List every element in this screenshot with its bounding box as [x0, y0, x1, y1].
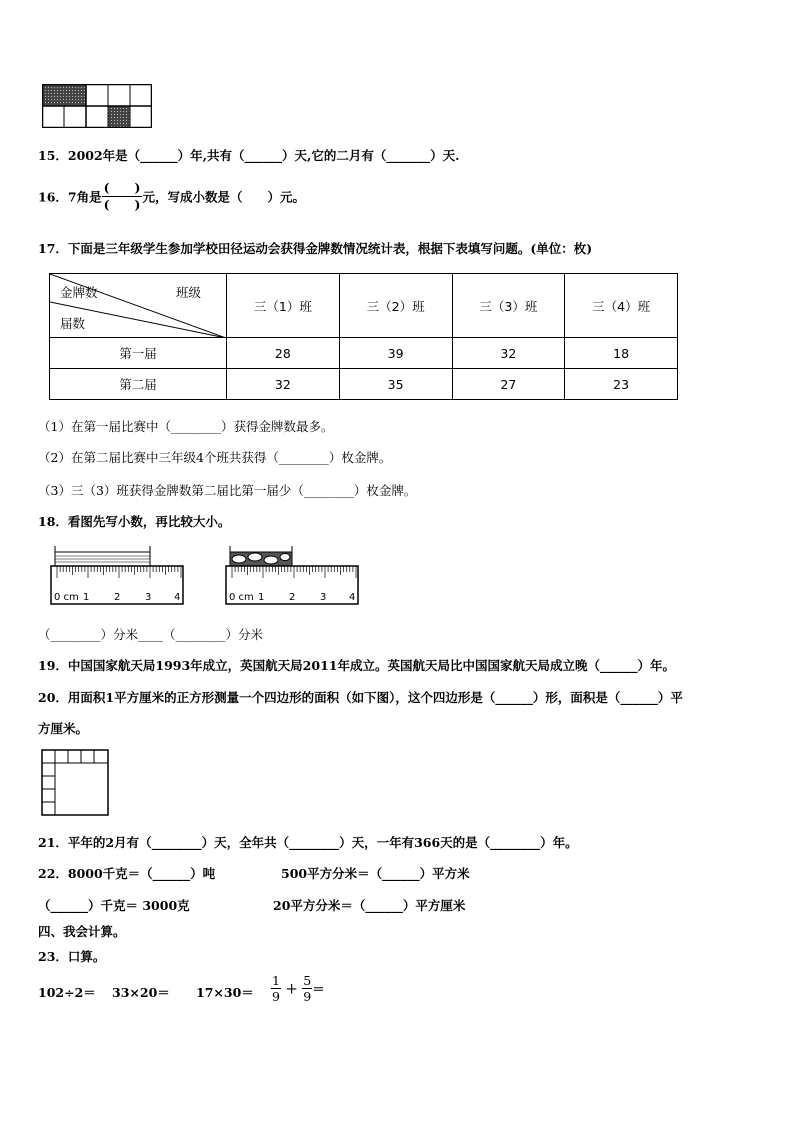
section-4-heading: 四、我会计算。: [38, 924, 126, 939]
q23-item-2: 33×20＝: [112, 985, 170, 1000]
question-23: 23．口算。: [38, 949, 106, 964]
plus-sign: +: [285, 979, 298, 998]
question-22-a: 22．8000千克＝（______）吨: [38, 866, 216, 881]
fraction-a: [271, 973, 281, 1004]
ruler-label: 2: [114, 592, 121, 603]
question-21: 21．平年的2月有（________）天，全年共（________）天，一年有366天的是（________）年。: [38, 835, 578, 850]
q16-fraction: [102, 180, 143, 213]
question-20-line-1: 20．用面积1平方厘米的正方形测量一个四边形的面积（如下图），这个四边形是（______）形，面积是（______）平: [38, 690, 683, 705]
ruler-label: 3: [320, 592, 327, 603]
square-grid-figure: [41, 749, 111, 817]
ruler-figure-2: [225, 544, 361, 606]
col-header: 三（3）班: [452, 274, 565, 338]
col-header: 三（4）班: [565, 274, 678, 338]
corner-session-label: 届数: [60, 316, 86, 331]
corner-class-label: 班级: [176, 285, 202, 300]
question-19: 19．中国国家航天局1993年成立，英国航天局2011年成立。英国航天局比中国国家航天局成立晚（______）年。: [38, 658, 675, 673]
question-17-part-1: （1）在第一届比赛中（________）获得金牌数最多。: [38, 419, 334, 434]
question-22-d: 20平方分米＝（______）平方厘米: [273, 898, 466, 913]
question-17-part-3: （3）三（3）班获得金牌数第二届比第一届少（________）枚金牌。: [38, 483, 417, 498]
ruler-label: 3: [145, 592, 152, 603]
medal-stats-table: [49, 273, 678, 400]
ruler-label: 0 cm: [229, 592, 254, 603]
table-cell: 23: [565, 369, 678, 400]
col-header: 三（2）班: [339, 274, 452, 338]
table-cell: 28: [227, 338, 340, 369]
table-cell: 32: [227, 369, 340, 400]
ruler-label: 4: [174, 592, 181, 603]
ruler-label: 4: [349, 592, 356, 603]
fraction-a-den: 9: [272, 989, 280, 1004]
table-cell: 27: [452, 369, 565, 400]
fraction-a-num: 1: [272, 973, 280, 988]
row-label: 第二届: [50, 369, 227, 400]
table-row: [50, 338, 678, 369]
table-row: [50, 369, 678, 400]
question-16: [38, 180, 305, 213]
question-20-line-2: 方厘米。: [38, 721, 89, 736]
question-18-answer: （________）分米____（________）分米: [38, 627, 264, 642]
question-18: 18．看图先写小数，再比较大小。: [38, 514, 231, 529]
q16-suffix: 元，写成小数是（ ）元。: [142, 189, 305, 205]
ruler-label: 0 cm: [54, 592, 79, 603]
q23-item-3: 17×30＝: [196, 985, 254, 1000]
question-22-c: （______）千克＝ 3000克: [38, 898, 190, 913]
ruler-label: 1: [83, 592, 90, 603]
equals-sign: ＝: [312, 981, 325, 997]
table-cell: 18: [565, 338, 678, 369]
question-17: 17．下面是三年级学生参加学校田径运动会获得金牌数情况统计表，根据下表填写问题。(单位：枚): [38, 241, 593, 256]
q16-fraction-den: ( ): [103, 197, 141, 212]
table-cell: 39: [339, 338, 452, 369]
table-cell: 32: [452, 338, 565, 369]
question-22-b: 500平方分米＝（______）平方米: [281, 866, 470, 881]
table-cell: 35: [339, 369, 452, 400]
row-label: 第一届: [50, 338, 227, 369]
q16-prefix: 16．7角是: [38, 189, 102, 205]
question-17-part-2: （2）在第二届比赛中三年级4个班共获得（________）枚金牌。: [38, 450, 392, 465]
ruler-figure-1: [50, 544, 186, 606]
col-header: 三（1）班: [227, 274, 340, 338]
fraction-b-den: 9: [303, 989, 312, 1004]
table-corner-cell: [50, 274, 227, 338]
corner-medals-label: 金牌数: [60, 285, 98, 300]
ruler-label: 2: [289, 592, 296, 603]
shaded-grid-figure: [42, 84, 152, 128]
ruler-label: 1: [258, 592, 265, 603]
fraction-b: [302, 973, 312, 1004]
fraction-b-num: 5: [303, 973, 312, 988]
q23-item-1: 102÷2＝: [38, 985, 96, 1000]
question-15: 15．2002年是（______）年,共有（______）天,它的二月有（_______）天.: [38, 148, 460, 163]
q16-fraction-num: ( ): [103, 180, 141, 195]
q23-fraction-sum: [271, 973, 325, 1004]
